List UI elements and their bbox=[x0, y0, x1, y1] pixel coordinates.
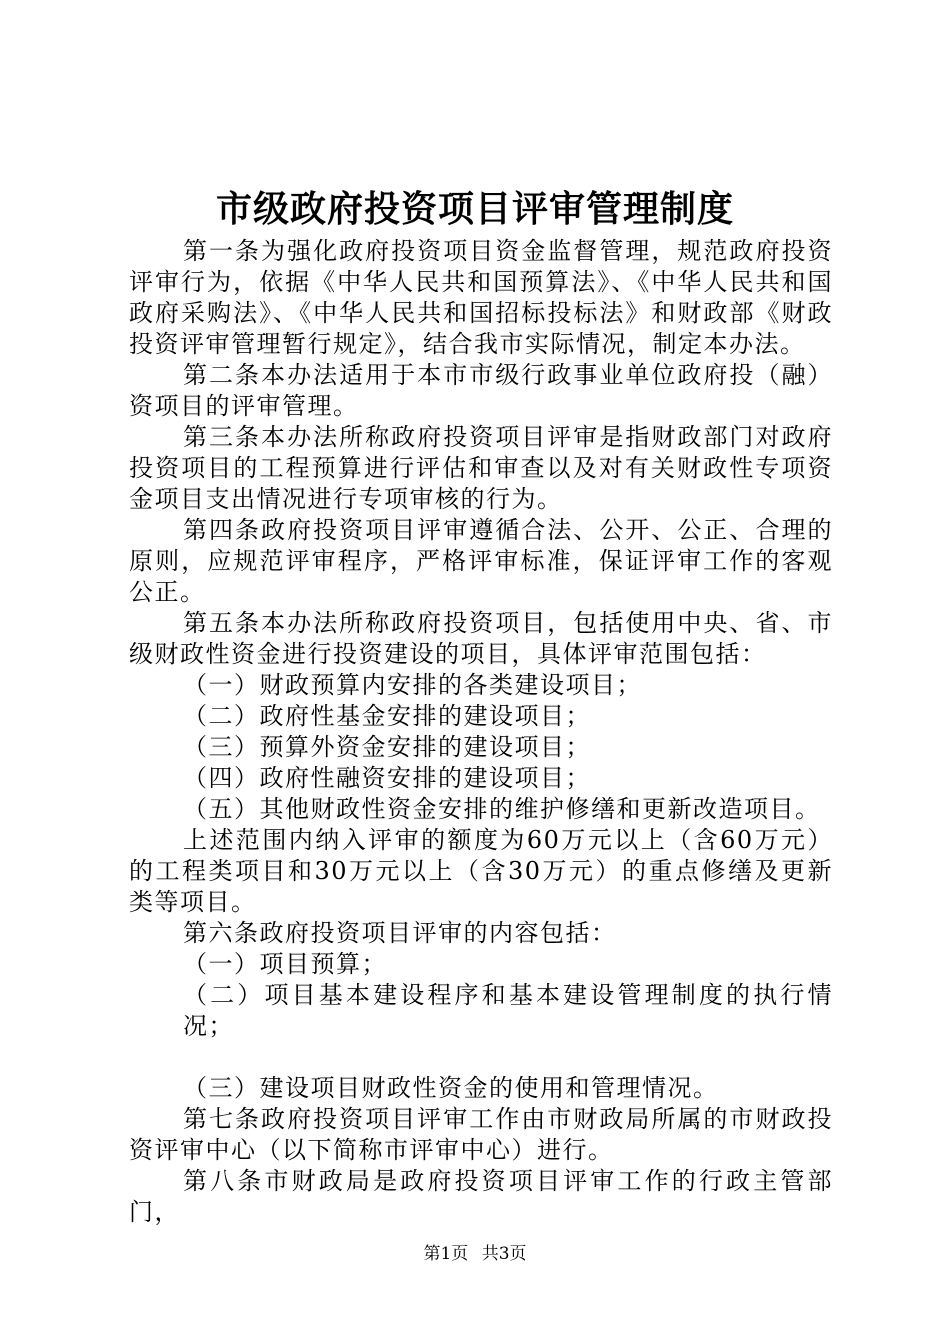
article-2: 第二条本办法适用于本市市级行政事业单位政府投（融）资项目的评审管理。 bbox=[129, 361, 833, 420]
article-4: 第四条政府投资项目评审遵循合法、公开、公正、合理的原则，应规范评审程序，严格评审标准，保证评审工作的客观公正。 bbox=[129, 516, 833, 606]
article-5-item-2: （二）政府性基金安排的建设项目； bbox=[183, 702, 591, 730]
article-1: 第一条为强化政府投资项目资金监督管理，规范政府投资评审行为，依据《中华人民共和国预算法》、《中华人民共和国政府采购法》、《中华人民共和国招标投标法》和财政部《财政投资评审管理暂行规定》，结合我市实际情况，制定本办法。 bbox=[129, 237, 833, 358]
page-footer bbox=[0, 1242, 950, 1266]
article-6: 第六条政府投资项目评审的内容包括： bbox=[183, 919, 617, 947]
document-title: 市级政府投资项目评审管理制度 bbox=[215, 188, 734, 230]
article-5-scope-note: 上述范围内纳入评审的额度为60万元以上（含60万元）的工程类项目和30万元以上（含30万元）的重点修缮及更新类等项目。 bbox=[129, 826, 833, 916]
article-5-item-1: （一）财政预算内安排的各类建设项目； bbox=[183, 671, 642, 699]
article-3: 第三条本办法所称政府投资项目评审是指财政部门对政府投资项目的工程预算进行评估和审查以及对有关财政性专项资金项目支出情况进行专项审核的行为。 bbox=[129, 423, 833, 513]
article-5-item-5: （五）其他财政性资金安排的维护修缮和更新改造项目。 bbox=[183, 795, 821, 823]
article-5-item-4: （四）政府性融资安排的建设项目； bbox=[183, 764, 591, 792]
page-number: 第1页 bbox=[423, 1244, 469, 1264]
document-body bbox=[129, 236, 833, 1228]
article-6-item-3: （三）建设项目财政性资金的使用和管理情况。 bbox=[183, 1074, 719, 1102]
article-6-item-1: （一）项目预算； bbox=[183, 950, 387, 978]
article-8: 第八条市财政局是政府投资项目评审工作的行政主管部门， bbox=[129, 1167, 833, 1226]
page-total: 共3页 bbox=[481, 1244, 527, 1264]
article-7: 第七条政府投资项目评审工作由市财政局所属的市财政投资评审中心（以下简称市评审中心）进行。 bbox=[129, 1105, 833, 1164]
article-5: 第五条本办法所称政府投资项目，包括使用中央、省、市级财政性资金进行投资建设的项目，具体评审范围包括： bbox=[129, 609, 833, 668]
article-6-item-2: （二）项目基本建设程序和基本建设管理制度的执行情况； bbox=[183, 981, 833, 1040]
article-5-item-3: （三）预算外资金安排的建设项目； bbox=[183, 733, 591, 761]
